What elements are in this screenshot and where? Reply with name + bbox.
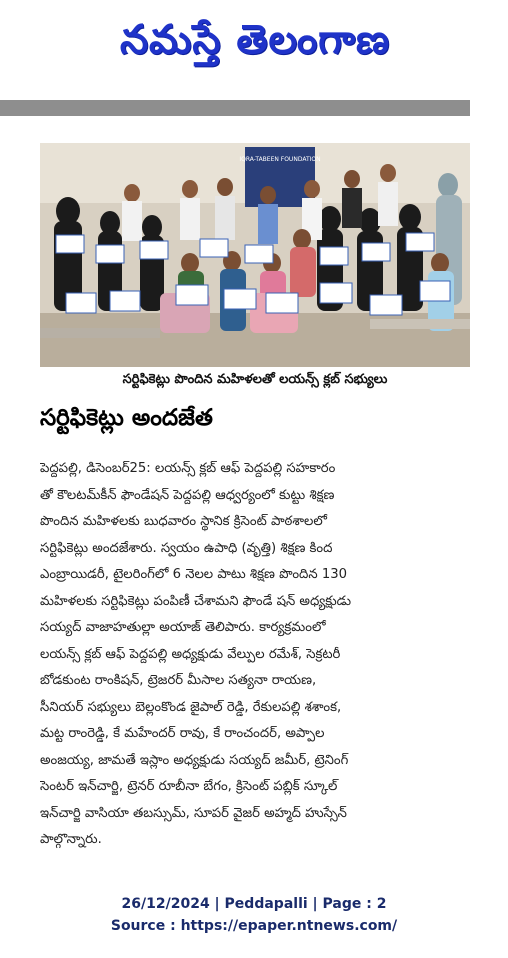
body-line: అంజయ్య, జామతే ఇస్లాం అధ్యక్షుడు సయ్యద్ జమీర్, ట్రెనింగ్ bbox=[40, 752, 349, 768]
body-line: సర్టిఫికెట్లు అందజేశారు. స్వయం ఉపాధి (వృత్తి) శిక్షణ కింద bbox=[40, 540, 333, 556]
body-line: తో కౌలటమ్‌కీన్ ఫౌండేషన్ పెద్దపల్లి ఆధ్వర్యంలో కుట్టు శిక్షణ bbox=[40, 487, 335, 503]
photo-caption: సర్టిఫికెట్లు పొందిన మహిళలతో లయన్స్ క్లబ్ సభ్యులు bbox=[122, 372, 388, 387]
body-line: లయన్స్ క్లబ్ ఆఫ్ పెద్దపల్లి అధ్యక్షుడు వేల్పుల రమేశ్, సెక్రటరీ bbox=[40, 646, 341, 662]
masthead-title: నమస్తే తెలంగాణ bbox=[119, 17, 391, 63]
footer-source-line: Source : https://epaper.ntnews.com/ bbox=[110, 918, 398, 934]
footer-date-line: 26/12/2024 | Peddapalli | Page : 2 bbox=[121, 896, 387, 912]
body-line: సయ్యద్ వాజాహతుల్లా అయాజ్ తెలిపారు. కార్యక్రమంలో bbox=[40, 620, 326, 635]
body-line: మట్ట రాంరెడ్డి, కే మహేందర్ రావు, కే రాంచందర్, అప్పాల bbox=[40, 726, 325, 741]
body-line: బోడకుంట రాంకిషన్, ట్రెజరర్ మీసాల సత్యనా రాయణ, bbox=[40, 673, 317, 688]
body-line: ఇన్‌చార్జి వాసియా తబస్సుమ్, సూపర్ వైజర్ అహ్మద్ హుస్సేన్ bbox=[40, 805, 347, 821]
body-line: పొందిన మహిళలకు బుధవారం స్థానిక క్రిసెంట్ పాఠశాలలో bbox=[40, 514, 327, 529]
body-line: ఎంబ్రాయిడరీ, టైలరింగ్‌లో 6 నెలల పాటు శిక్షణ పొందిన 130 bbox=[40, 567, 347, 582]
photo-illustration bbox=[40, 143, 470, 367]
body-line: మహిళలకు సర్టిఫికెట్లు పంపిణీ చేశామని ఫౌండే షన్ అధ్యక్షుడు bbox=[40, 593, 352, 609]
body-line: సీనియర్ సభ్యులు బెల్లంకొండ జైపాల్ రెడ్డి, రేకులపల్లి శశాంక, bbox=[40, 699, 342, 715]
header-rule bbox=[0, 100, 470, 116]
body-line: పెద్దపల్లి, డిసెంబర్25: లయన్స్ క్లబ్ ఆఫ్ పెద్దపల్లి సహకారం bbox=[40, 461, 336, 476]
article-headline: సర్టిఫికెట్లు అందజేత bbox=[40, 405, 213, 431]
article-photo bbox=[40, 143, 470, 367]
body-line: పాల్గొన్నారు. bbox=[40, 832, 102, 847]
article-body bbox=[40, 456, 470, 871]
photo-banner-text: IQRA-TABEEN FOUNDATION bbox=[239, 156, 321, 163]
masthead bbox=[40, 6, 470, 84]
body-line: సెంటర్ ఇన్‌చార్జి, ట్రెనర్ రూబీనా బేగం, క్రిసెంట్ పబ్లిక్ స్కూల్ bbox=[40, 779, 338, 794]
